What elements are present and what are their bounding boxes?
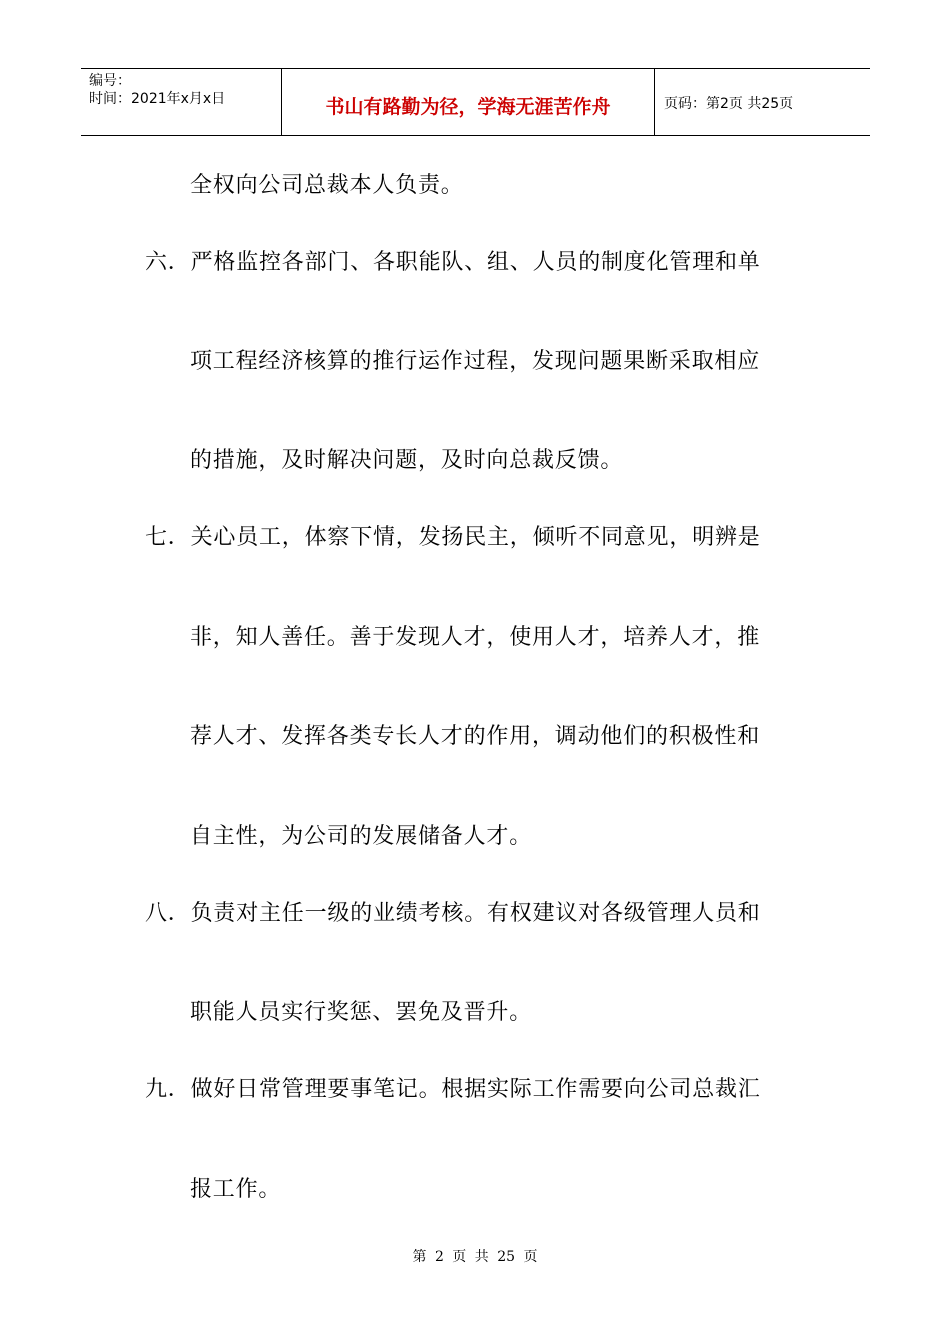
body-line: 自主性，为公司的发展储备人才。 bbox=[190, 824, 533, 849]
body-line: 的措施，及时解决问题，及时向总裁反馈。 bbox=[190, 448, 624, 473]
body-line: 八．负责对主任一级的业绩考核。有权建议对各级管理人员和 bbox=[145, 901, 761, 926]
body-line: 全权向公司总裁本人负责。 bbox=[190, 173, 464, 198]
body-line: 荐人才、发挥各类专长人才的作用，调动他们的积极性和 bbox=[190, 724, 761, 749]
body-line: 七．关心员工，体察下情，发扬民主，倾听不同意见，明辨是 bbox=[145, 525, 761, 550]
page-footer: 第 2 页 共 25 页 bbox=[412, 1249, 538, 1265]
document-date: 时间：2021年x月x日 bbox=[89, 91, 226, 107]
body-line: 六．严格监控各部门、各职能队、组、人员的制度化管理和单 bbox=[145, 250, 761, 275]
page-header bbox=[81, 68, 870, 136]
body-line: 项工程经济核算的推行运作过程，发现问题果断采取相应 bbox=[190, 349, 761, 374]
body-line: 报工作。 bbox=[190, 1177, 282, 1202]
header-motto: 书山有路勤为径，学海无涯苦作舟 bbox=[282, 69, 655, 135]
header-meta bbox=[81, 69, 282, 135]
body-line: 职能人员实行奖惩、罢免及晋升。 bbox=[190, 1000, 533, 1025]
body-line: 非，知人善任。善于发现人才，使用人才，培养人才，推 bbox=[190, 625, 761, 650]
body-line: 九．做好日常管理要事笔记。根据实际工作需要向公司总裁汇 bbox=[145, 1077, 761, 1102]
document-number-label: 编号： bbox=[89, 73, 131, 89]
header-page-info: 页码：第2页 共25页 bbox=[664, 96, 794, 112]
